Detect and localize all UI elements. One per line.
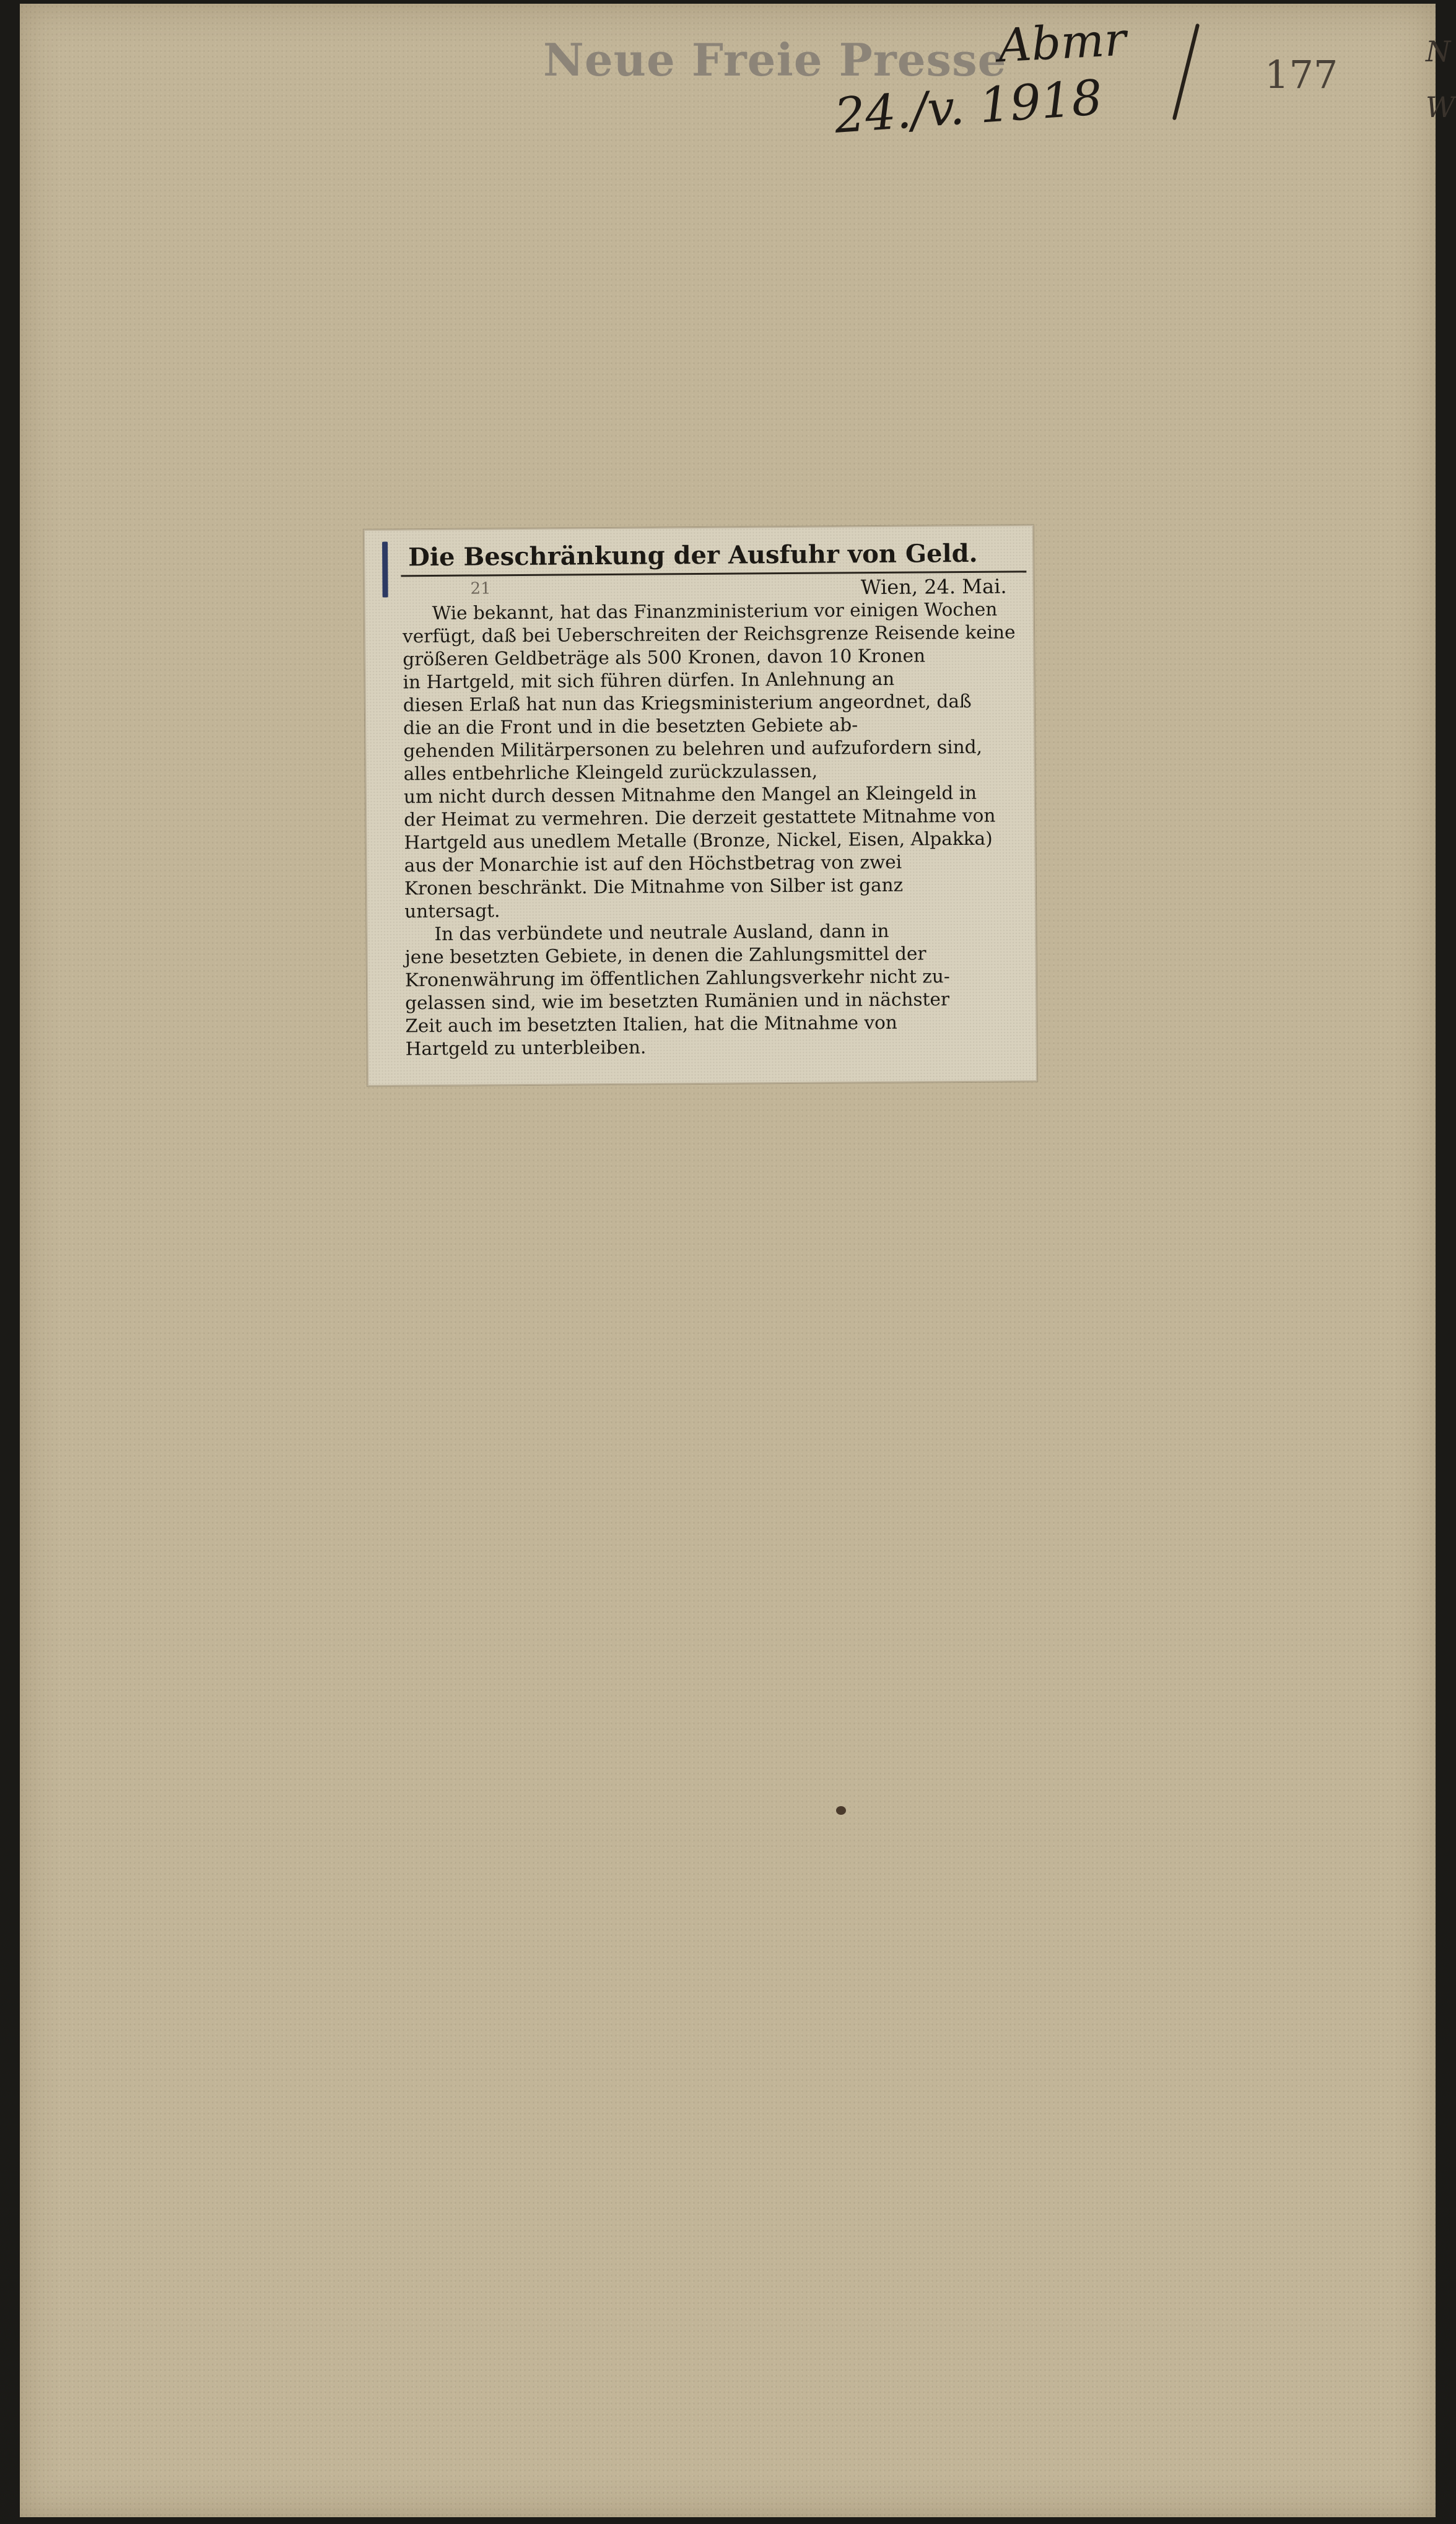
article-line: um nicht durch dessen Mitnahme den Mangel an Kleingeld in (403, 782, 977, 808)
handwritten-number: 177 (1265, 52, 1338, 97)
article-line: gehenden Militärpersonen zu belehren und aufzufordern sind, (403, 736, 983, 762)
article-line: der Heimat zu vermehren. Die derzeit gestattete Mitnahme von (404, 805, 996, 831)
corner-mark: W (1426, 90, 1455, 124)
article-line: die an die Front und in die besetzten Gebiete ab- (403, 714, 858, 739)
article-line: diesen Erlaß hat nun das Kriegsministerium angeordnet, daß (403, 690, 972, 716)
article-line: verfügt, daß bei Ueberschreiten der Reichsgrenze Reisende keine (402, 621, 1016, 647)
article-line: gelassen sind, wie im besetzten Rumänien und in nächster (405, 989, 950, 1014)
article-line: Hartgeld zu unterbleiben. (405, 1036, 647, 1060)
article-line: untersagt. (404, 900, 500, 922)
article-line: Wie bekannt, hat das Finanzministerium vor einigen Wochen (432, 598, 998, 624)
article-line: in Hartgeld, mit sich führen dürfen. In Anlehnung an (403, 668, 895, 693)
newspaper-clipping (364, 525, 1037, 1086)
article-line: Kronenwährung im öffentlichen Zahlungsverkehr nicht zu- (404, 966, 950, 991)
ink-blot (836, 1806, 846, 1815)
article-line: In das verbündete und neutrale Ausland, dann in (434, 920, 889, 945)
article-line: aus der Monarchie ist auf den Höchstbetrag von zwei (404, 851, 902, 876)
dateline-mark: 21 (470, 579, 491, 598)
handwritten-date: 24./v. 1918 (832, 69, 1104, 145)
article-line: alles entbehrliche Kleingeld zurückzulassen, (403, 760, 818, 785)
signature-stroke (1172, 24, 1200, 121)
blue-pencil-mark (382, 542, 388, 598)
corner-mark: N (1426, 35, 1451, 68)
newspaper-stamp: Neue Freie Presse (543, 33, 1007, 86)
article-line: jene besetzten Gebiete, in denen die Zahlungsmittel der (404, 943, 926, 968)
article-headline: Die Beschränkung der Ausfuhr von Geld. (408, 538, 978, 572)
article-line: Kronen beschränkt. Die Mitnahme von Silber ist ganz (404, 874, 904, 899)
article-line: größeren Geldbeträge als 500 Kronen, davon 10 Kronen (403, 645, 926, 670)
article-line: Zeit auch im besetzten Italien, hat die Mitnahme von (405, 1011, 897, 1037)
handwritten-signature: Abmr (996, 12, 1128, 73)
article-dateline: Wien, 24. Mai. (860, 574, 1007, 600)
archive-sheet (20, 4, 1455, 2517)
article-line: Hartgeld aus unedlem Metalle (Bronze, Nickel, Eisen, Alpakka) (404, 828, 993, 854)
